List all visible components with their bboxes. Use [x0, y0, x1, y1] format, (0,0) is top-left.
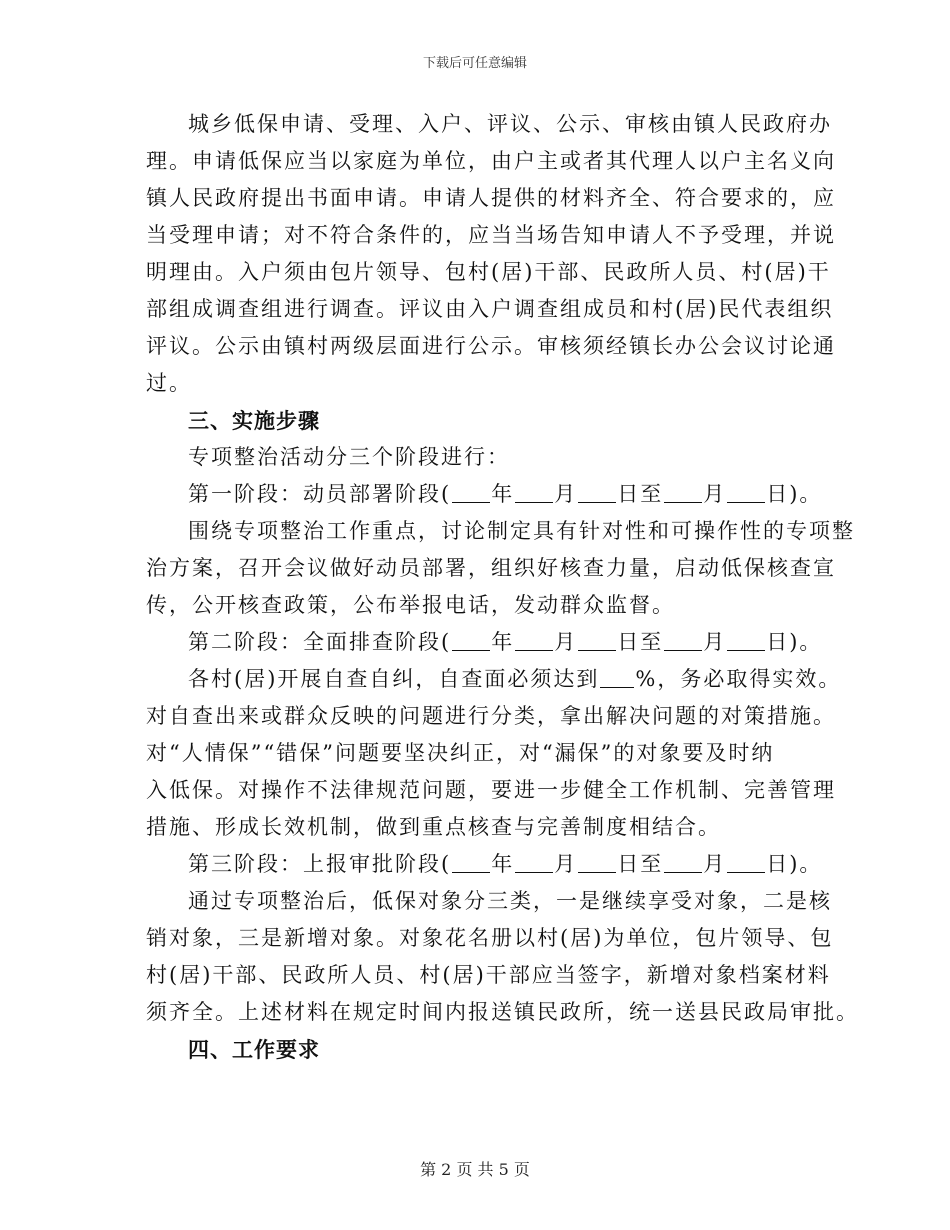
paragraph-line: 治方案，召开会议做好动员部署，组织好核查力量，启动低保核查宣 — [146, 556, 836, 580]
unit-text: 年 — [491, 630, 515, 654]
paragraph-line: 须齐全。上述材料在规定时间内报送镇民政所，统一送县民政局审批。 — [146, 1000, 859, 1024]
page-footer: 第 2 页 共 5 页 — [420, 1160, 530, 1179]
blank-field — [515, 484, 553, 503]
blank-field — [452, 484, 490, 503]
page-header: 下载后可任意编辑 — [422, 56, 527, 71]
blank-field — [664, 484, 702, 503]
blank-field — [600, 669, 634, 688]
unit-text: 月 — [554, 630, 578, 654]
blank-field — [664, 854, 702, 873]
paragraph-line: 城乡低保申请、受理、入户、评议、公示、审核由镇人民政府办 — [188, 112, 832, 136]
unit-text: 年 — [491, 482, 515, 506]
paragraph-line: 通过专项整治后，低保对象分三类，一是继续享受对象，二是核 — [188, 889, 832, 913]
paragraph-line: 评议。公示由镇村两级层面进行公示。审核须经镇长办公会议讨论通 — [146, 334, 836, 358]
paragraph-line: 销对象，三是新增对象。对象花名册以村(居)为单位，包片领导、包 — [146, 926, 834, 950]
unit-text: 月 — [554, 482, 578, 506]
paragraph-line: 对“人情保”“错保”问题要坚决纠正，对“漏保”的对象要及时纳 — [146, 741, 775, 765]
phase-label: 第一阶段：动员部署阶段( — [188, 482, 452, 506]
paragraph-line: 理。申请低保应当以家庭为单位，由户主或者其代理人以户主名义向 — [146, 149, 836, 173]
blank-field — [727, 632, 765, 651]
document-body — [146, 106, 859, 1068]
unit-text: 月 — [703, 482, 727, 506]
section-heading-3: 三、实施步骤 — [188, 408, 320, 433]
phase1-title — [146, 476, 823, 513]
unit-text: 日)。 — [766, 630, 823, 654]
phase-label: 第二阶段：全面排查阶段( — [188, 630, 452, 654]
phase-label: 第三阶段：上报审批阶段( — [188, 852, 452, 876]
unit-text: 月 — [703, 852, 727, 876]
unit-text: 日至 — [617, 630, 664, 654]
blank-field — [578, 484, 616, 503]
paragraph-line: 围绕专项整治工作重点，讨论制定具有针对性和可操作性的专项整 — [188, 519, 855, 543]
phase2-title — [146, 624, 823, 661]
blank-field — [727, 854, 765, 873]
blank-field — [578, 632, 616, 651]
paragraph-line: 对自查出来或群众反映的问题进行分类，拿出解决问题的对策措施。 — [146, 704, 836, 728]
paragraph-line — [146, 661, 842, 698]
line-text: %，务必取得实效。 — [635, 667, 842, 691]
intro-line: 专项整治活动分三个阶段进行： — [188, 445, 510, 469]
paragraph-line: 当受理申请；对不符合条件的，应当当场告知申请人不予受理，并说 — [146, 223, 836, 247]
unit-text: 日至 — [617, 482, 664, 506]
section-heading-4: 四、工作要求 — [188, 1037, 320, 1062]
line-text: 各村(居)开展自查自纠，自查面必须达到 — [188, 667, 600, 691]
phase3-title — [146, 846, 823, 883]
unit-text: 月 — [554, 852, 578, 876]
paragraph-line: 镇人民政府提出书面申请。申请人提供的材料齐全、符合要求的，应 — [146, 186, 836, 210]
blank-field — [664, 632, 702, 651]
paragraph-line: 过。 — [146, 371, 192, 395]
unit-text: 年 — [491, 852, 515, 876]
paragraph-line: 部组成调查组进行调查。评议由入户调查组成员和村(居)民代表组织 — [146, 297, 834, 321]
unit-text: 日至 — [617, 852, 664, 876]
paragraph-line: 措施、形成长效机制，做到重点核查与完善制度相结合。 — [146, 815, 721, 839]
blank-field — [452, 854, 490, 873]
blank-field — [578, 854, 616, 873]
unit-text: 日)。 — [766, 852, 823, 876]
paragraph-line: 村(居)干部、民政所人员、村(居)干部应当签字，新增对象档案材料 — [146, 963, 831, 987]
paragraph-line: 明理由。入户须由包片领导、包村(居)干部、民政所人员、村(居)干 — [146, 260, 831, 284]
unit-text: 月 — [703, 630, 727, 654]
blank-field — [515, 854, 553, 873]
blank-field — [515, 632, 553, 651]
unit-text: 日)。 — [766, 482, 823, 506]
paragraph-line: 传，公开核查政策，公布举报电话，发动群众监督。 — [146, 593, 675, 617]
blank-field — [452, 632, 490, 651]
blank-field — [727, 484, 765, 503]
paragraph-line: 入低保。对操作不法律规范问题，要进一步健全工作机制、完善管理 — [146, 778, 836, 802]
